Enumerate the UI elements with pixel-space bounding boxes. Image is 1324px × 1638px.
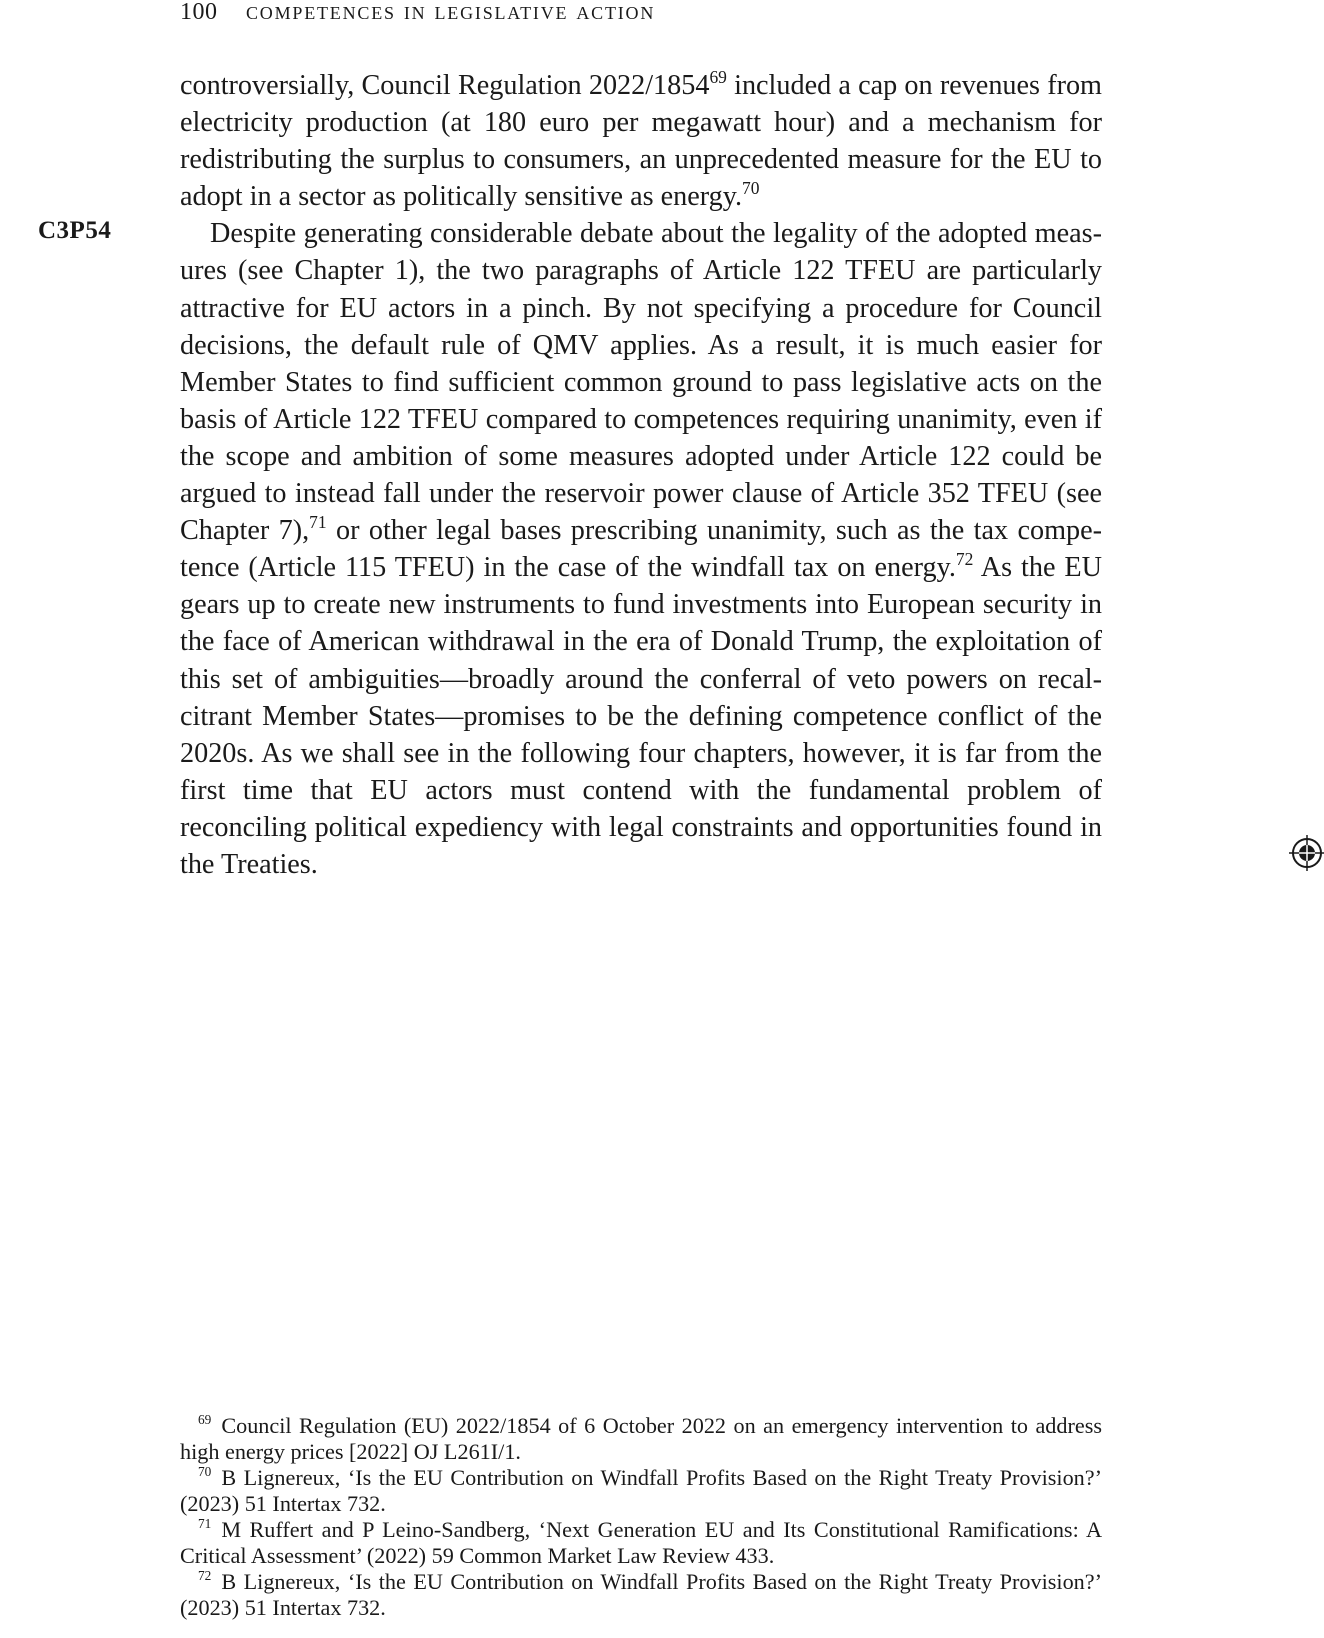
paragraph-2-text-c: As the EU gears up to create new instruments to fund investments into European security in the face of American withdrawal in the era of Donald Trump, the exploitation of this set of ambiguities—broadly around the conferral of veto powers on recalcitrant Member States—promises to be the defining competence conflict of the 2020s. As we shall see in the following four chapters, however, it is far from the first time that EU actors must contend with the fundamental problem of reconciling political expediency with legal constraints and opportunities found in the Treaties. [180, 552, 1103, 880]
footnote-ref-70[interactable]: 70 [742, 178, 760, 199]
footnote-number: 71 [198, 1515, 212, 1531]
running-head [180, 0, 655, 26]
footnote-72 [180, 1569, 1102, 1621]
main-text [180, 67, 1102, 883]
page-number: 100 [180, 0, 218, 25]
paragraph-2-text-b: or other legal bases prescribing unanimity, such as the tax competence (Article 115 TFEU) in the case of the windfall tax on energy. [180, 515, 1102, 584]
footnote-ref-72[interactable]: 72 [955, 549, 974, 570]
footnote-ref-69[interactable]: 69 [709, 67, 727, 88]
paragraph-2 [180, 215, 1102, 883]
footnote-text: M Ruffert and P Leino-Sandberg, ‘Next Generation EU and Its Constitutional Ramifications: A Critical Assessment’ (2022) 59 Common Market Law Review 433. [180, 1517, 1102, 1568]
paragraph-2-text-a: Despite generating considerable debate about the legality of the adopted measures (see Chapter 1), the two paragraphs of Article 122 TFEU are particularly attractive for EU actors in a pinch. By not specifying a procedure for Council decisions, the default rule of QMV applies. As a result, it is much easier for Member States to find sufficient common ground to pass legislative acts on the basis of Article 122 TFEU compared to competences requiring unanimity, even if the scope and ambition of some measures adopted under Article 122 could be argued to instead fall under the reservoir power clause of Article 352 TFEU (see Chapter 7), [180, 218, 1102, 547]
running-head-title: competences in legislative action [246, 0, 656, 25]
footnote-number: 69 [198, 1411, 212, 1427]
footnote-text: Council Regulation (EU) 2022/1854 of 6 October 2022 on an emergency intervention to address high energy prices [2022] OJ L261I/1. [180, 1413, 1102, 1464]
footnote-ref-71[interactable]: 71 [309, 512, 327, 533]
paragraph-1 [180, 67, 1102, 215]
paragraph-1-text-a: controversially, Council Regulation 2022/1854 [180, 70, 710, 101]
paragraph-1-text-b: included a cap on revenues from electricity production (at 180 euro per megawatt hour) and a mechanism for redistributing the surplus to consumers, an unprecedented measure for the EU to adopt in a sector as politically sensitive as energy. [180, 70, 1102, 213]
registration-mark-icon [1289, 835, 1324, 871]
footnote-text: B Lignereux, ‘Is the EU Contribution on Windfall Profits Based on the Right Treaty Provision?’ (2023) 51 Intertax 732. [180, 1465, 1102, 1516]
footnotes [180, 1413, 1102, 1621]
footnote-text: B Lignereux, ‘Is the EU Contribution on Windfall Profits Based on the Right Treaty Provision?’ (2023) 51 Intertax 732. [180, 1569, 1102, 1620]
footnote-number: 70 [198, 1463, 212, 1479]
paragraph-marker: C3P54 [38, 217, 112, 244]
footnote-70 [180, 1465, 1102, 1517]
footnote-71 [180, 1517, 1102, 1569]
footnote-number: 72 [198, 1567, 212, 1583]
footnote-69 [180, 1413, 1102, 1465]
